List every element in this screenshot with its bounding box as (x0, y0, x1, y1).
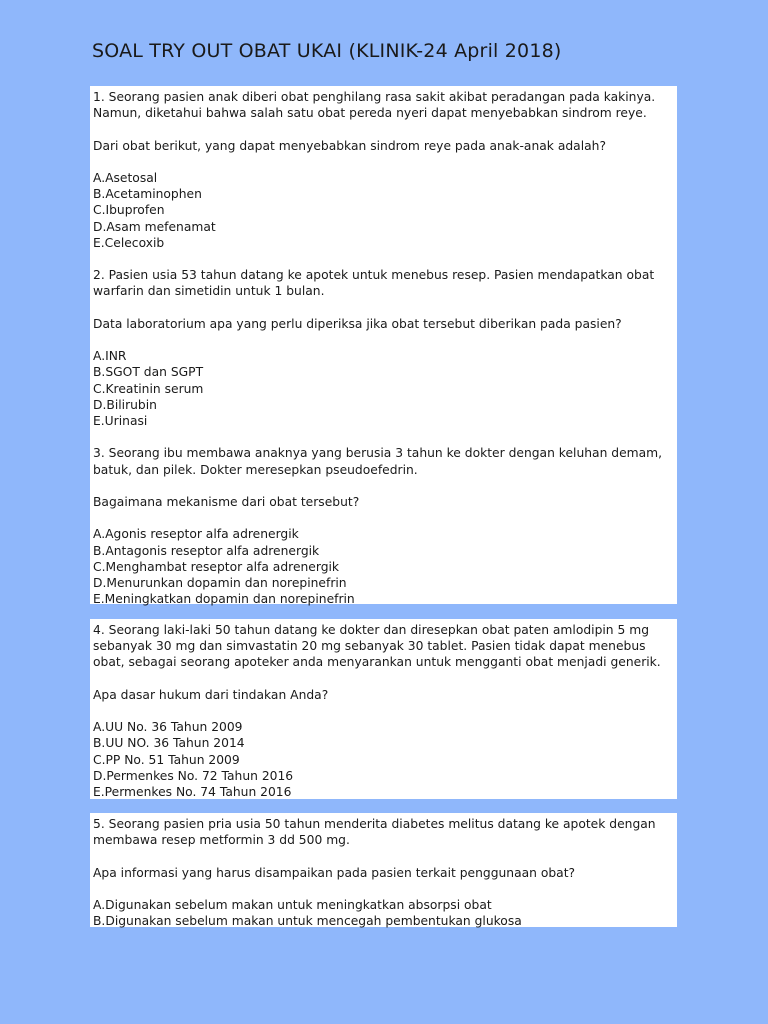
q2-option-e: E.Urinasi (93, 413, 148, 428)
q5-question: Apa informasi yang harus disampaikan pada pasien terkait penggunaan obat? (93, 865, 576, 880)
q3-option-c: C.Menghambat reseptor alfa adrenergik (93, 559, 340, 574)
q4-option-d: D.Permenkes No. 72 Tahun 2016 (93, 768, 294, 783)
q3-option-e: E.Meningkatkan dopamin dan norepinefrin (93, 592, 355, 607)
q5-option-a: A.Digunakan sebelum makan untuk meningkatkan absorpsi obat (93, 897, 492, 912)
q4-option-c: C.PP No. 51 Tahun 2009 (93, 752, 240, 767)
q4-stem-line-2: sebanyak 30 mg dan simvastatin 20 mg sebanyak 30 tablet. Pasien tidak dapat menebus (93, 639, 646, 654)
q2-option-a: A.INR (93, 349, 127, 364)
q3-option-b: B.Antagonis reseptor alfa adrenergik (93, 543, 320, 558)
q2-stem-line-2: warfarin dan simetidin untuk 1 bulan. (93, 284, 325, 299)
q2-question: Data laboratorium apa yang perlu diperiksa jika obat tersebut diberikan pada pasien? (93, 316, 622, 331)
q1-option-e: E.Celecoxib (93, 235, 165, 250)
question-block-4 (90, 619, 677, 799)
q4-question: Apa dasar hukum dari tindakan Anda? (93, 687, 329, 702)
q5-stem-line-1: 5. Seorang pasien pria usia 50 tahun menderita diabetes melitus datang ke apotek dengan (93, 817, 656, 831)
q1-option-b: B.Acetaminophen (93, 187, 202, 202)
question-block-5 (90, 813, 677, 927)
q4-stem-line-1: 4. Seorang laki-laki 50 tahun datang ke dokter dan diresepkan obat paten amlodipin 5 mg (93, 623, 650, 637)
q4-stem-line-3: obat, sebagai seorang apoteker anda menyarankan untuk mengganti obat menjadi generik. (93, 655, 661, 670)
q3-question: Bagaimana mekanisme dari obat tersebut? (93, 494, 360, 509)
q2-option-c: C.Kreatinin serum (93, 381, 204, 396)
q4-option-a: A.UU No. 36 Tahun 2009 (93, 720, 243, 735)
q1-option-c: C.Ibuprofen (93, 203, 165, 218)
q5-option-b: B.Digunakan sebelum makan untuk mencegah pembentukan glukosa (93, 914, 522, 929)
q1-stem-line-1: 1. Seorang pasien anak diberi obat penghilang rasa sakit akibat peradangan pada kakinya. (93, 90, 656, 104)
q3-stem-line-2: batuk, dan pilek. Dokter meresepkan pseudoefedrin. (93, 462, 418, 477)
document-title: SOAL TRY OUT OBAT UKAI (KLINIK-24 April 2018) (92, 40, 562, 62)
q1-option-a: A.Asetosal (93, 170, 158, 185)
q5-stem-line-2: membawa resep metformin 3 dd 500 mg. (93, 833, 350, 848)
q3-stem-line-1: 3. Seorang ibu membawa anaknya yang berusia 3 tahun ke dokter dengan keluhan demam, (93, 446, 663, 461)
q2-option-b: B.SGOT dan SGPT (93, 365, 204, 380)
q1-option-d: D.Asam mefenamat (93, 219, 216, 234)
question-block-1-3 (90, 86, 677, 607)
q3-option-a: A.Agonis reseptor alfa adrenergik (93, 527, 299, 542)
q3-option-d: D.Menurunkan dopamin dan norepinefrin (93, 575, 347, 590)
q1-question: Dari obat berikut, yang dapat menyebabkan sindrom reye pada anak-anak adalah? (93, 138, 606, 153)
q2-stem-line-1: 2. Pasien usia 53 tahun datang ke apotek untuk menebus resep. Pasien mendapatkan obat (93, 268, 655, 283)
q4-option-e: E.Permenkes No. 74 Tahun 2016 (93, 785, 292, 799)
q4-option-b: B.UU NO. 36 Tahun 2014 (93, 736, 245, 751)
q2-option-d: D.Bilirubin (93, 397, 157, 412)
q1-stem-line-2: Namun, diketahui bahwa salah satu obat pereda nyeri dapat menyebabkan sindrom reye. (93, 106, 647, 121)
